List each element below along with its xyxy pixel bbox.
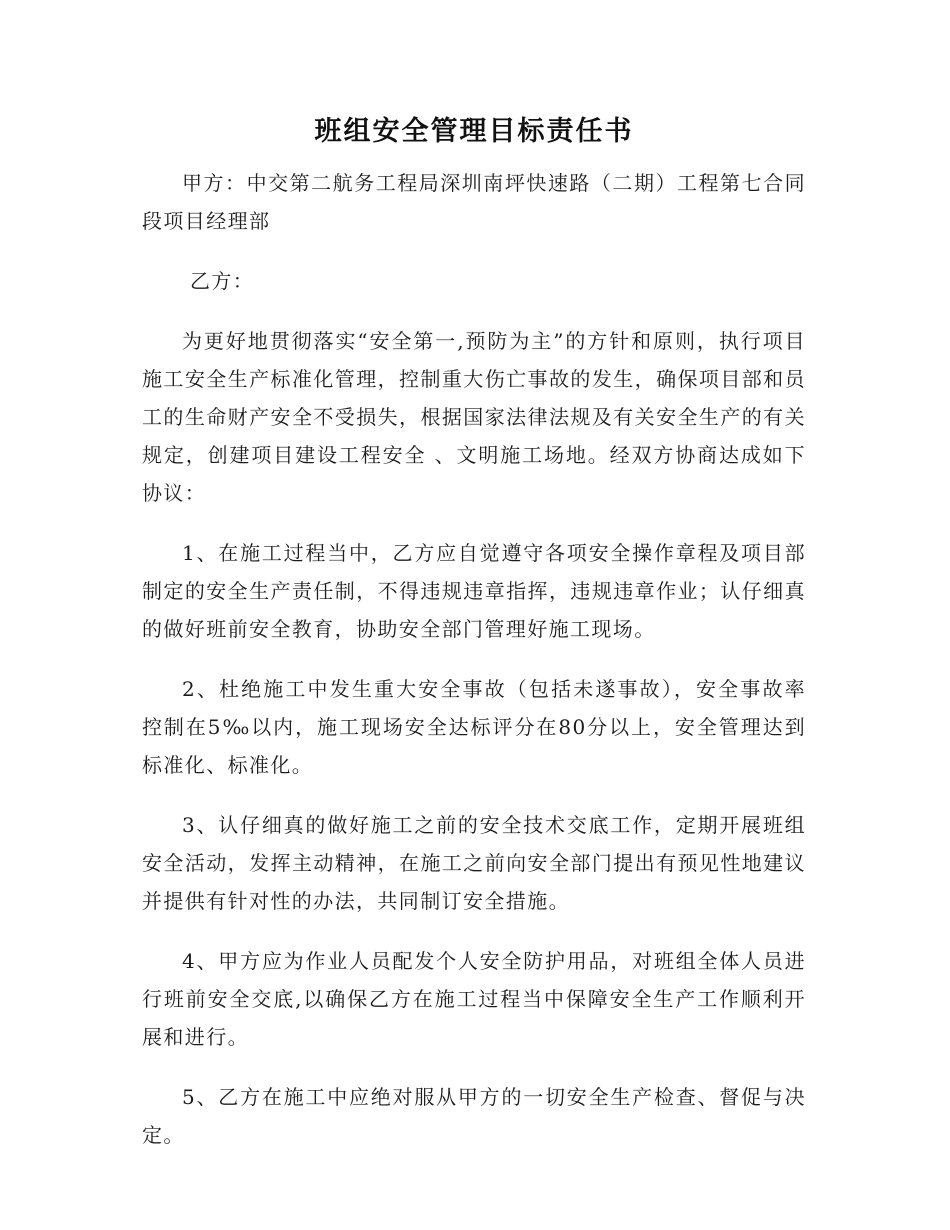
- clause-3: 3、认仔细真的做好施工之前的安全技术交底工作，定期开展班组安全活动，发挥主动精神，在施工之前向安全部门提出有预见性地建议并提供有针对性的办法，共同制订安全措施。: [142, 813, 806, 913]
- clause-1: 1、在施工过程当中，乙方应自觉遵守各项安全操作章程及项目部制定的安全生产责任制，不得违规违章指挥，违规违章作业；认仔细真的做好班前安全教育，协助安全部门管理好施工现场。: [142, 541, 806, 641]
- clause-5: 5、乙方在施工中应绝对服从甲方的一切安全生产检查、督促与决定。: [142, 1085, 806, 1147]
- document-page: [142, 112, 806, 1170]
- party-b-line: 乙方：: [190, 269, 255, 293]
- clause-2: 2、杜绝施工中发生重大安全事故（包括未遂事故），安全事故率控制在5‰以内，施工现场安全达标评分在80分以上，安全管理达到标准化、标准化。: [142, 677, 806, 777]
- document-title: 班组安全管理目标责任书: [314, 116, 634, 147]
- intro-paragraph: 为更好地贯彻落实“安全第一,预防为主”的方针和原则，执行项目施工安全生产标准化管理，控制重大伤亡事故的发生，确保项目部和员工的生命财产安全不受损失，根据国家法律法规及有关安全生产的有关规定，创建项目建设工程安全 、文明施工场地。经双方协商达成如下协议：: [142, 329, 806, 505]
- clause-4: 4、甲方应为作业人员配发个人安全防护用品，对班组全体人员进行班前安全交底,以确保乙方在施工过程当中保障安全生产工作顺利开展和进行。: [142, 949, 806, 1049]
- party-a-line: 甲方：中交第二航务工程局深圳南坪快速路（二期）工程第七合同段项目经理部: [142, 171, 806, 233]
